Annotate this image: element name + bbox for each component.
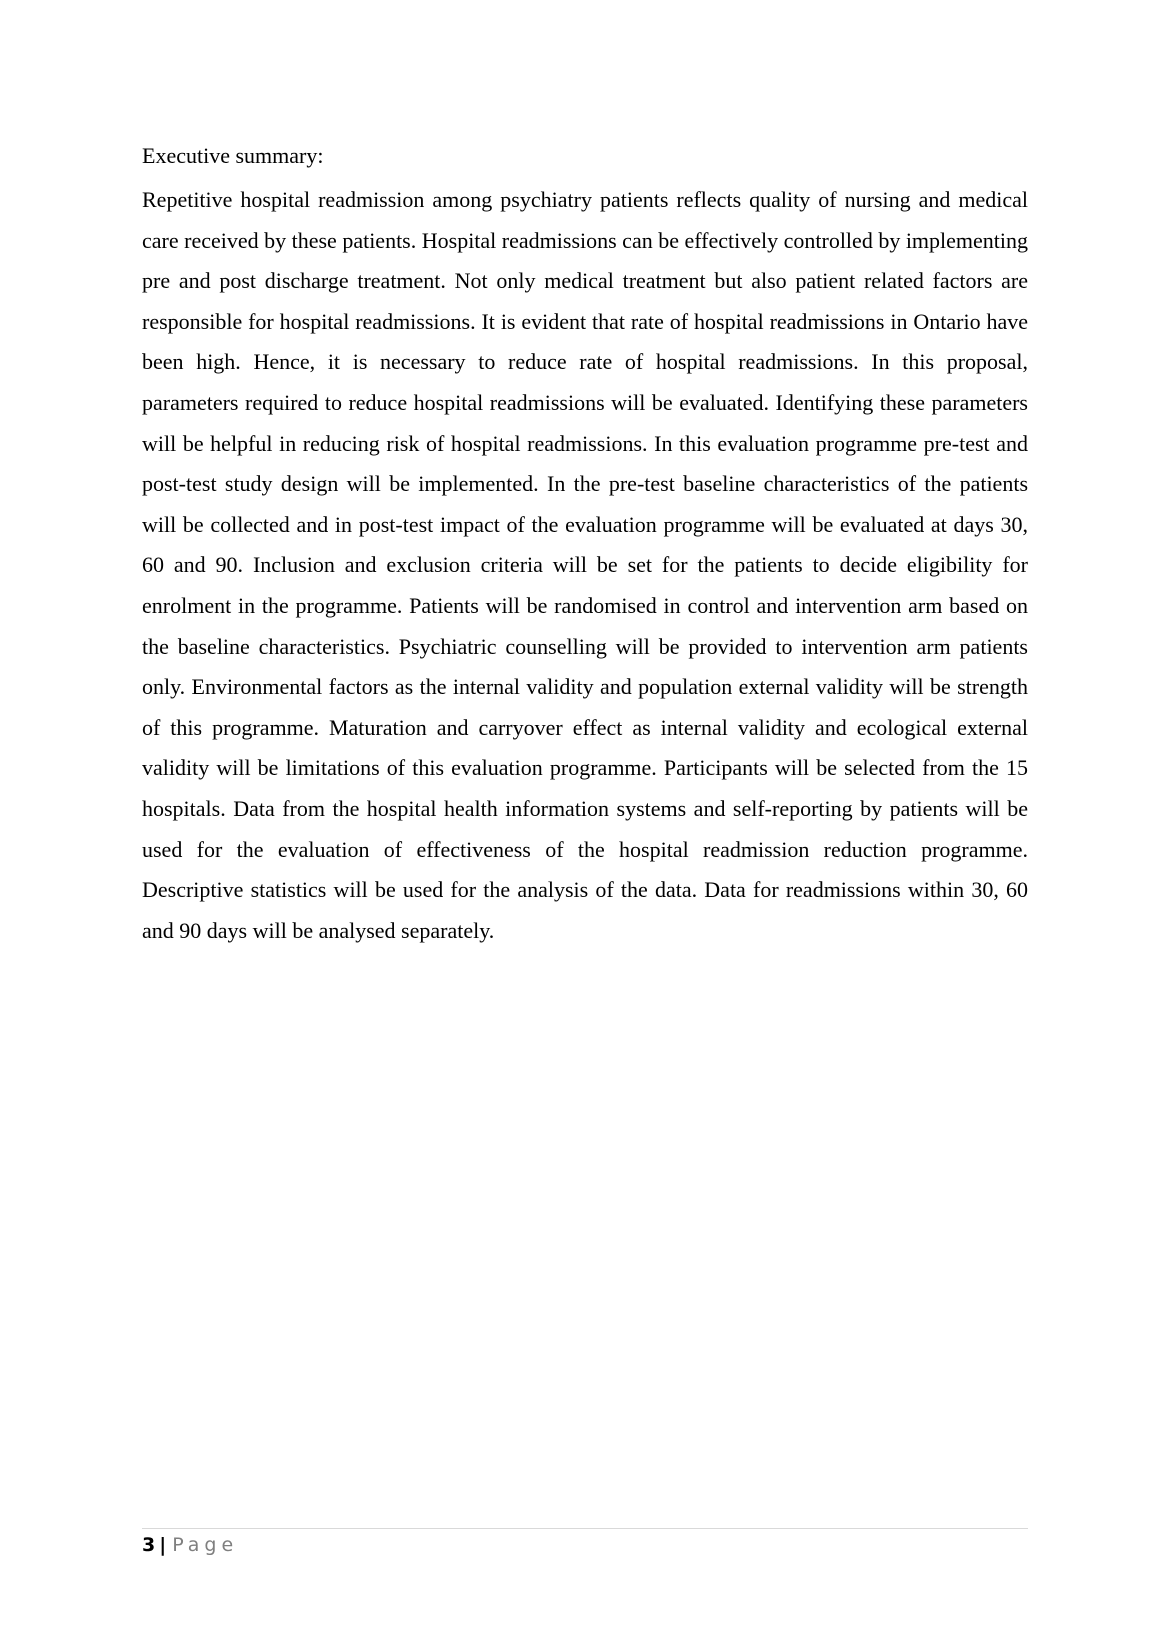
page-label: Page [172, 1534, 239, 1556]
footer-divider [142, 1528, 1028, 1529]
executive-summary-paragraph: Repetitive hospital readmission among psychiatry patients reflects quality of nursing and medical care received by these patients. Hospital readmissions can be effectively controlled by implementing pre and post discharge treatment. Not only medical treatment but also patient related factors are responsible for hospital readmissions. It is evident that rate of hospital readmissions in Ontario have been high. Hence, it is necessary to reduce rate of hospital readmissions. In this proposal, parameters required to reduce hospital readmissions will be evaluated. Identifying these parameters will be helpful in reducing risk of hospital readmissions. In this evaluation programme pre-test and post-test study design will be implemented. In the pre-test baseline characteristics of the patients will be collected and in post-test impact of the evaluation programme will be evaluated at days 30, 60 and 90. Inclusion and exclusion criteria will be set for the patients to decide eligibility for enrolment in the programme. Patients will be randomised in control and intervention arm based on the baseline characteristics. Psychiatric counselling will be provided to intervention arm patients only. Environmental factors as the internal validity and population external validity will be strength of this programme. Maturation and carryover effect as internal validity and ecological external validity will be limitations of this evaluation programme. Participants will be selected from the 15 hospitals. Data from the hospital health information systems and self-reporting by patients will be used for the evaluation of effectiveness of the hospital readmission reduction programme. Descriptive statistics will be used for the analysis of the data. Data for readmissions within 30, 60 and 90 days will be analysed separately. [142, 187, 1029, 943]
page-number: 3 [142, 1534, 156, 1556]
footer-separator: | [159, 1534, 167, 1556]
page-footer [142, 1531, 238, 1559]
section-heading: Executive summary: [142, 143, 324, 168]
